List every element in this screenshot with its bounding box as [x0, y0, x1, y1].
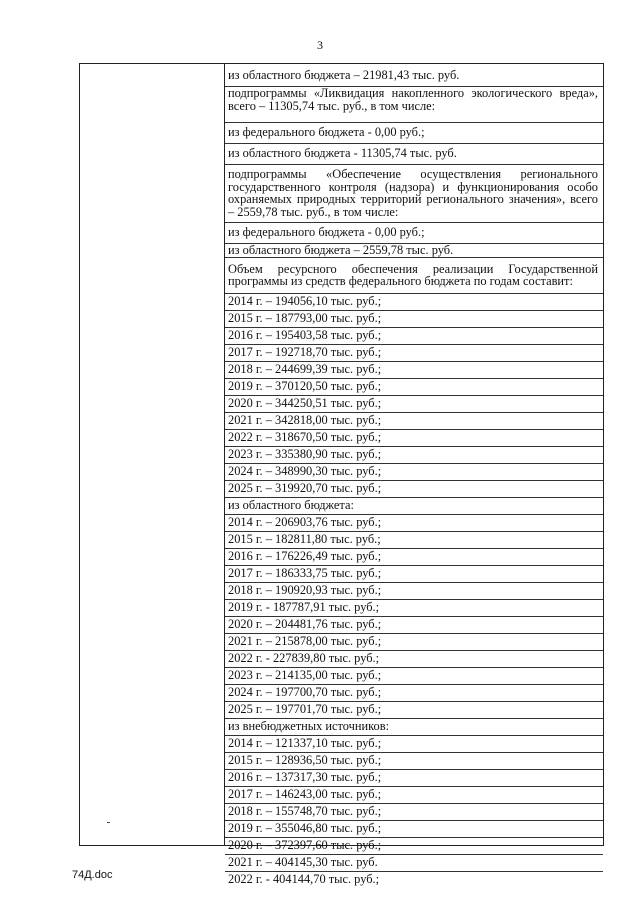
table-cell-line: 2014 г. – 206903,76 тыс. руб.;: [228, 515, 382, 530]
table-cell-line: подпрограммы «Обеспечение осуществления регионального государственного контроля (надзора) и функционирования особо охраняемых природных территорий регионального значения», всего – 2559,78 тыс. руб., в том числе:: [228, 167, 598, 219]
table-cell-line: 2019 г. – 355046,80 тыс. руб.;: [228, 821, 382, 836]
table-cell-line: 2016 г. – 176226,49 тыс. руб.;: [228, 549, 382, 564]
table-cell-line: из внебюджетных источников:: [228, 719, 390, 734]
table-cell-line: 2022 г. – 318670,50 тыс. руб.;: [228, 430, 382, 445]
table-cell-line: 2020 г. – 372397,60 тыс. руб.;: [228, 838, 382, 853]
table-cell-line: 2018 г. – 155748,70 тыс. руб.;: [228, 804, 382, 819]
table-cell-line: из федерального бюджета - 0,00 руб.;: [228, 125, 425, 140]
table-cell-line: 2015 г. – 182811,80 тыс. руб.;: [228, 532, 381, 547]
table-cell-line: 2020 г. – 344250,51 тыс. руб.;: [228, 396, 382, 411]
table-cell-line: 2014 г. – 121337,10 тыс. руб.;: [228, 736, 382, 751]
table-left-column: [80, 64, 225, 845]
table-cell-line: 2021 г. – 404145,30 тыс. руб.: [228, 855, 378, 870]
table-cell-line: 2022 г. - 404144,70 тыс. руб.;: [228, 872, 380, 887]
table-cell-line: из областного бюджета – 21981,43 тыс. руб.: [228, 67, 460, 82]
table-cell-line: 2020 г. – 204481,76 тыс. руб.;: [228, 617, 382, 632]
table-cell-line: 2019 г. – 370120,50 тыс. руб.;: [228, 379, 382, 394]
table-cell-line: 2015 г. – 187793,00 тыс. руб.;: [228, 311, 382, 326]
table-cell-line: 2014 г. – 194056,10 тыс. руб.;: [228, 294, 382, 309]
table-cell-line: из федерального бюджета - 0,00 руб.;: [228, 225, 425, 240]
table-cell-line: подпрограммы «Ликвидация накопленного экологического вреда», всего – 11305,74 тыс. руб., в том числе:: [228, 86, 598, 113]
table-cell-line: 2019 г. - 187787,91 тыс. руб.;: [228, 600, 380, 615]
table-cell-line: 2025 г. – 319920,70 тыс. руб.;: [228, 481, 382, 496]
table-cell-line: из областного бюджета:: [228, 498, 354, 513]
table-cell-line: 2017 г. – 186333,75 тыс. руб.;: [228, 566, 382, 581]
table-cell-line: 2023 г. – 335380,90 тыс. руб.;: [228, 447, 382, 462]
row-divider: [225, 257, 603, 258]
row-divider: [225, 143, 603, 144]
table-cell-line: из областного бюджета - 11305,74 тыс. руб.: [228, 146, 457, 161]
table-cell-line: 2025 г. – 197701,70 тыс. руб.;: [228, 702, 382, 717]
table-cell-line: 2017 г. – 192718,70 тыс. руб.;: [228, 345, 382, 360]
footer-filename: 74Д.doc: [72, 869, 113, 881]
table-cell-line: из областного бюджета – 2559,78 тыс. руб.: [228, 243, 454, 257]
page-number: 3: [317, 38, 323, 52]
margin-mark: [107, 822, 110, 823]
table-cell-line: 2023 г. – 214135,00 тыс. руб.;: [228, 668, 382, 683]
table-right-column: [225, 64, 603, 887]
table-cell-line: 2015 г. – 128936,50 тыс. руб.;: [228, 753, 382, 768]
row-divider: [225, 122, 603, 123]
table-cell-line: 2021 г. – 342818,00 тыс. руб.;: [228, 413, 382, 428]
table-cell-line: 2018 г. – 190920,93 тыс. руб.;: [228, 583, 382, 598]
table-cell-line: 2022 г. - 227839,80 тыс. руб.;: [228, 651, 380, 666]
table-cell-line: 2024 г. – 197700,70 тыс. руб.;: [228, 685, 382, 700]
row-divider: [225, 164, 603, 165]
table-cell-line: 2018 г. – 244699,39 тыс. руб.;: [228, 362, 382, 377]
table-cell-line: 2016 г. – 137317,30 тыс. руб.;: [228, 770, 382, 785]
table-cell-line: 2021 г. – 215878,00 тыс. руб.;: [228, 634, 382, 649]
table-cell-line: Объем ресурсного обеспечения реализации Государственной программы из средств федерального бюджета по годам составит:: [228, 261, 598, 288]
table-cell-line: 2016 г. – 195403,58 тыс. руб.;: [228, 328, 382, 343]
table-cell-line: 2017 г. – 146243,00 тыс. руб.;: [228, 787, 382, 802]
row-divider: [225, 222, 603, 223]
table-cell-line: 2024 г. – 348990,30 тыс. руб.;: [228, 464, 382, 479]
